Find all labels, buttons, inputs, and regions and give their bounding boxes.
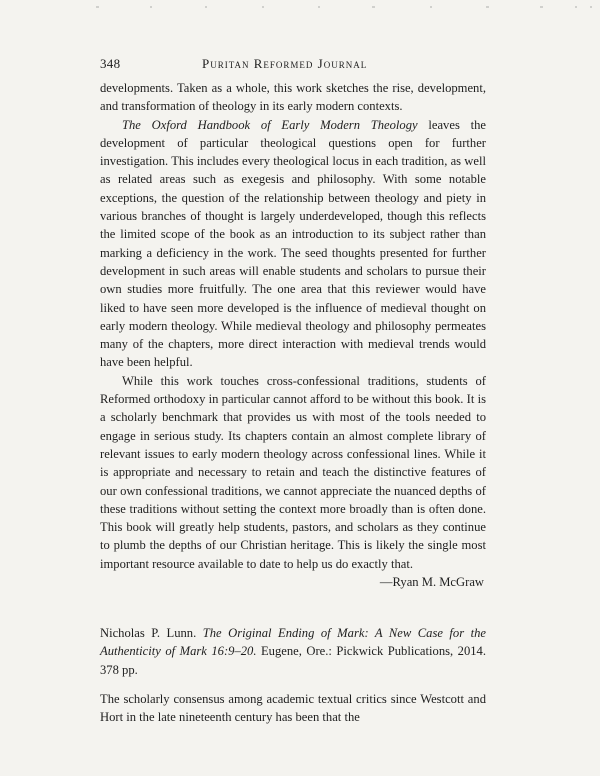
citation-publication: Eugene, Ore.: Pickwick Publications, 2014. 378 pp. [100, 644, 486, 677]
next-review-opening: The scholarly consensus among academic textual critics since Westcott and Hort in the late nineteenth century has been that the [100, 692, 486, 725]
paragraph-3: While this work touches cross-confessional traditions, students of Reformed orthodoxy in particular cannot afford to be without this book. It is a scholarly benchmark that provides us with most of the tools needed to engage in serious study. Its chapters contain an almost complete library of relevant issues to early modern theology across confessional lines. While it is appropriate and necessary to retain and teach the distinctive features of our own confessional traditions, we cannot appreciate the nuanced depths of these traditions without setting the context more broadly than is often done. This book will greatly help students, pastors, and scholars as they continue to plumb the depths of our Christian heritage. This is likely the single most important resource available to date to help us do exactly that. [100, 373, 486, 571]
citation-author: Nicholas P. Lunn. [100, 626, 203, 640]
next-review-citation [100, 624, 486, 679]
next-review-body [100, 690, 486, 727]
book-title-inline: The Oxford Handbook of Early Modern Theology [122, 117, 418, 132]
citation-title: The Original Ending of Mark: A New Case for the Authenticity of Mark 16:9–20. [100, 626, 487, 659]
journal-title: Puritan Reformed Journal [202, 56, 368, 71]
review-continuation [100, 79, 486, 591]
paragraph-2 [100, 116, 486, 372]
scan-edge-marks [0, 3, 600, 13]
reviewer-signature: —Ryan M. McGraw [379, 575, 484, 590]
paragraph-2-text: leaves the development of particular theological questions open for further investigation. This includes every theological locus in each tradition, as well as related areas such as exegesis and philosophy. With some notable exceptions, the question of the relationship between theology and piety in various branches of thought is largely underdeveloped, though this reflects the limited scope of the book as an introduction to its subject rather than marking a deficiency in the work. The seed thoughts presented for further development in such areas will enable students and scholars to pursue their own studies more fruitfully. The one area that this reviewer would have liked to have seen more developed is the influence of medieval thought on early modern theology. While medieval theology and philosophy permeates many of the chapters, more direct interaction with medieval trends would have been helpful. [100, 117, 486, 370]
paragraph-1: developments. Taken as a whole, this work sketches the rise, development, and transformation of theology in its early modern contexts. [100, 81, 486, 114]
running-header [100, 56, 520, 72]
page-number: 348 [100, 56, 121, 71]
